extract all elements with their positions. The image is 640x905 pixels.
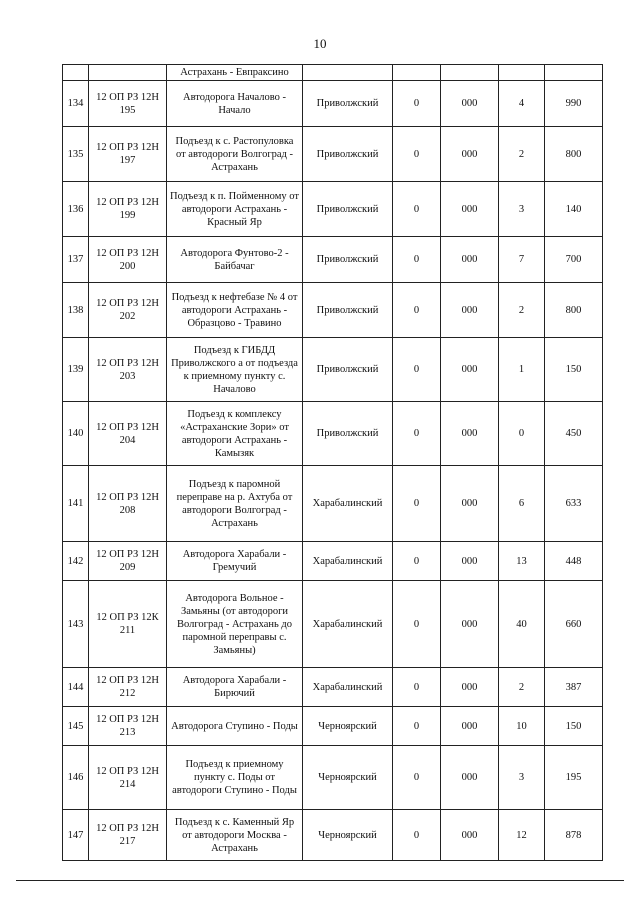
cell-road-name: Подъезд к п. Пойменному от автодороги Астрахань - Красный Яр [167, 182, 303, 237]
cell-road-name: Автодорога Харабали - Гремучий [167, 542, 303, 581]
cell-start-km: 0 [393, 338, 441, 402]
cell-road-name: Подъезд к паромной переправе на р. Ахтуба от автодороги Волгоград - Астрахань [167, 466, 303, 542]
cell-start-km: 0 [393, 746, 441, 810]
cell-end-km: 2 [499, 283, 545, 338]
cell-number [63, 65, 89, 81]
cell-end-m: 150 [545, 707, 603, 746]
cell-number: 139 [63, 338, 89, 402]
cell-road-name: Автодорога Вольное - Замьяны (от автодороги Волгоград - Астрахань до паромной переправы с. Замьяны) [167, 581, 303, 668]
roads-table [62, 64, 603, 861]
cell-start-m: 000 [441, 338, 499, 402]
cell-number: 140 [63, 402, 89, 466]
cell-end-m: 450 [545, 402, 603, 466]
cell-start-km: 0 [393, 237, 441, 283]
cell-road-code: 12 ОП РЗ 12Н 200 [89, 237, 167, 283]
cell-start-km: 0 [393, 707, 441, 746]
cell-end-m: 878 [545, 810, 603, 861]
cell-start-m: 000 [441, 542, 499, 581]
cell-end-km: 3 [499, 182, 545, 237]
table-row [63, 581, 603, 668]
cell-district [303, 65, 393, 81]
table-row [63, 237, 603, 283]
cell-start-m: 000 [441, 707, 499, 746]
cell-district: Харабалинский [303, 542, 393, 581]
cell-district: Приволжский [303, 338, 393, 402]
table-row [63, 127, 603, 182]
cell-start-km: 0 [393, 668, 441, 707]
cell-start-m: 000 [441, 237, 499, 283]
cell-end-km: 1 [499, 338, 545, 402]
cell-road-name: Астрахань - Евпраксино [167, 65, 303, 81]
cell-road-code: 12 ОП РЗ 12Н 208 [89, 466, 167, 542]
table-row [63, 182, 603, 237]
cell-number: 134 [63, 81, 89, 127]
cell-district: Черноярский [303, 746, 393, 810]
cell-road-name: Подъезд к приемному пункту с. Поды от автодороги Ступино - Поды [167, 746, 303, 810]
cell-end-m: 990 [545, 81, 603, 127]
cell-end-km [499, 65, 545, 81]
cell-road-code: 12 ОП РЗ 12Н 197 [89, 127, 167, 182]
cell-end-km: 13 [499, 542, 545, 581]
cell-road-name: Подъезд к ГИБДД Приволжского а от подъезда к приемному пункту с. Началово [167, 338, 303, 402]
cell-start-m: 000 [441, 182, 499, 237]
cell-end-m: 633 [545, 466, 603, 542]
cell-road-code: 12 ОП РЗ 12Н 204 [89, 402, 167, 466]
cell-district: Приволжский [303, 127, 393, 182]
page-number: 10 [313, 36, 327, 51]
cell-district: Приволжский [303, 237, 393, 283]
cell-end-km: 6 [499, 466, 545, 542]
cell-end-m: 448 [545, 542, 603, 581]
table-row [63, 338, 603, 402]
cell-start-km: 0 [393, 581, 441, 668]
cell-district: Харабалинский [303, 466, 393, 542]
cell-road-name: Автодорога Фунтово-2 - Байбачаг [167, 237, 303, 283]
cell-number: 138 [63, 283, 89, 338]
cell-road-code: 12 ОП РЗ 12Н 213 [89, 707, 167, 746]
table-row [63, 283, 603, 338]
cell-road-name: Автодорога Началово - Начало [167, 81, 303, 127]
cell-number: 146 [63, 746, 89, 810]
cell-end-m: 387 [545, 668, 603, 707]
cell-start-km: 0 [393, 542, 441, 581]
cell-road-code: 12 ОП РЗ 12Н 199 [89, 182, 167, 237]
roads-table-body [63, 65, 603, 861]
table-row [63, 668, 603, 707]
cell-start-m: 000 [441, 581, 499, 668]
cell-road-code: 12 ОП РЗ 12Н 217 [89, 810, 167, 861]
cell-number: 145 [63, 707, 89, 746]
cell-district: Харабалинский [303, 668, 393, 707]
cell-end-km: 7 [499, 237, 545, 283]
cell-start-m: 000 [441, 810, 499, 861]
cell-start-m: 000 [441, 746, 499, 810]
cell-start-km: 0 [393, 81, 441, 127]
bottom-rule [16, 880, 624, 881]
cell-number: 144 [63, 668, 89, 707]
cell-road-code: 12 ОП РЗ 12Н 202 [89, 283, 167, 338]
cell-district: Приволжский [303, 402, 393, 466]
cell-start-km [393, 65, 441, 81]
table-row [63, 466, 603, 542]
table-row [63, 402, 603, 466]
cell-start-m: 000 [441, 127, 499, 182]
cell-road-code: 12 ОП РЗ 12Н 214 [89, 746, 167, 810]
cell-road-code: 12 ОП РЗ 12Н 203 [89, 338, 167, 402]
cell-road-name: Подъезд к нефтебазе № 4 от автодороги Астрахань - Образцово - Травино [167, 283, 303, 338]
cell-start-km: 0 [393, 466, 441, 542]
cell-start-km: 0 [393, 127, 441, 182]
cell-road-code [89, 65, 167, 81]
cell-road-name: Автодорога Ступино - Поды [167, 707, 303, 746]
cell-start-m: 000 [441, 466, 499, 542]
cell-road-code: 12 ОП РЗ 12К 211 [89, 581, 167, 668]
table-row-continuation [63, 65, 603, 81]
cell-start-m: 000 [441, 81, 499, 127]
cell-end-m: 660 [545, 581, 603, 668]
cell-start-m [441, 65, 499, 81]
cell-district: Приволжский [303, 81, 393, 127]
cell-number: 137 [63, 237, 89, 283]
cell-road-name: Автодорога Харабали - Бирючий [167, 668, 303, 707]
cell-start-m: 000 [441, 402, 499, 466]
cell-end-m: 150 [545, 338, 603, 402]
cell-road-code: 12 ОП РЗ 12Н 212 [89, 668, 167, 707]
cell-number: 143 [63, 581, 89, 668]
cell-end-km: 12 [499, 810, 545, 861]
cell-end-m: 800 [545, 283, 603, 338]
cell-district: Харабалинский [303, 581, 393, 668]
cell-end-km: 10 [499, 707, 545, 746]
cell-start-m: 000 [441, 668, 499, 707]
cell-end-m: 800 [545, 127, 603, 182]
cell-number: 136 [63, 182, 89, 237]
cell-start-m: 000 [441, 283, 499, 338]
cell-district: Приволжский [303, 182, 393, 237]
cell-number: 141 [63, 466, 89, 542]
cell-end-km: 2 [499, 127, 545, 182]
table-row [63, 542, 603, 581]
cell-district: Черноярский [303, 707, 393, 746]
table-row [63, 746, 603, 810]
cell-number: 147 [63, 810, 89, 861]
cell-district: Приволжский [303, 283, 393, 338]
cell-number: 142 [63, 542, 89, 581]
cell-road-name: Подъезд к с. Растопуловка от автодороги Волгоград - Астрахань [167, 127, 303, 182]
cell-end-km: 0 [499, 402, 545, 466]
cell-road-name: Подъезд к с. Каменный Яр от автодороги Москва - Астрахань [167, 810, 303, 861]
cell-road-code: 12 ОП РЗ 12Н 209 [89, 542, 167, 581]
cell-district: Черноярский [303, 810, 393, 861]
cell-start-km: 0 [393, 283, 441, 338]
cell-end-m: 195 [545, 746, 603, 810]
cell-number: 135 [63, 127, 89, 182]
cell-end-km: 4 [499, 81, 545, 127]
table-row [63, 81, 603, 127]
table-row [63, 810, 603, 861]
cell-start-km: 0 [393, 402, 441, 466]
cell-end-m: 700 [545, 237, 603, 283]
cell-end-km: 3 [499, 746, 545, 810]
cell-end-m [545, 65, 603, 81]
cell-start-km: 0 [393, 182, 441, 237]
table-row [63, 707, 603, 746]
cell-start-km: 0 [393, 810, 441, 861]
cell-end-m: 140 [545, 182, 603, 237]
cell-road-name: Подъезд к комплексу «Астраханские Зори» от автодороги Астрахань - Камызяк [167, 402, 303, 466]
cell-road-code: 12 ОП РЗ 12Н 195 [89, 81, 167, 127]
cell-end-km: 2 [499, 668, 545, 707]
cell-end-km: 40 [499, 581, 545, 668]
